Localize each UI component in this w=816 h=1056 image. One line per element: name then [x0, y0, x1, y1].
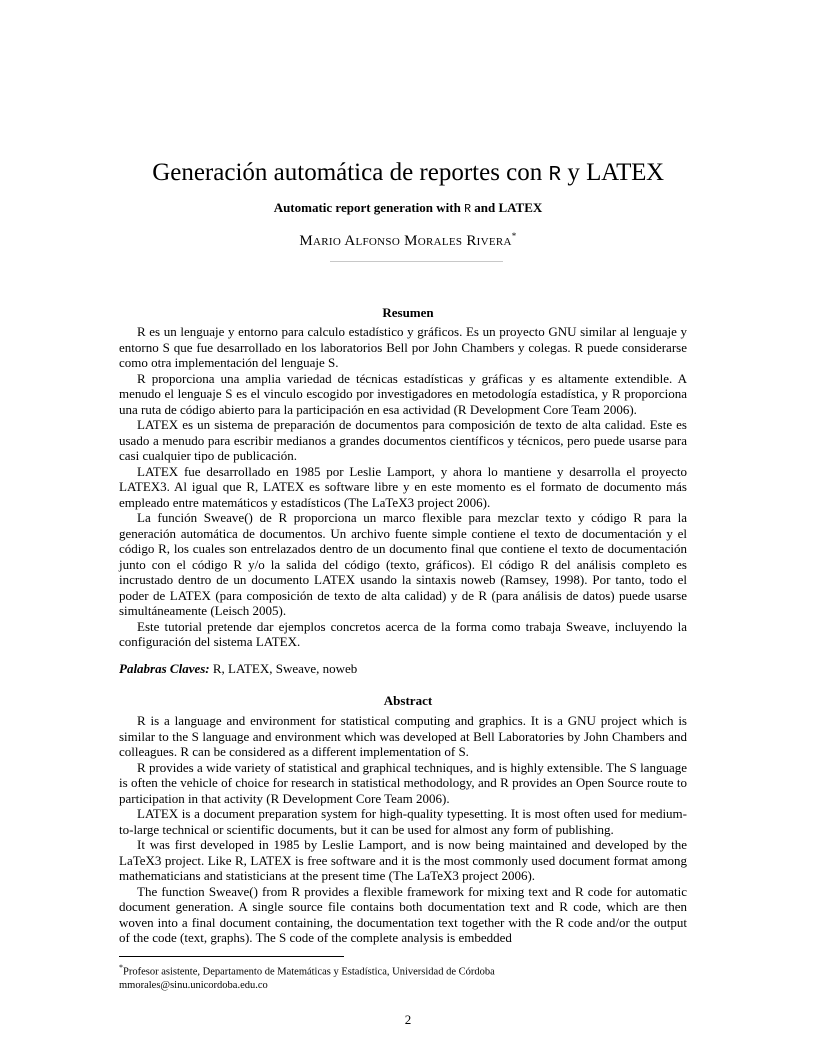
footnote-affiliation — [119, 961, 699, 979]
footnote-line1: Profesor asistente, Departamento de Matemáticas y Estadística, Universidad de Córdoba — [123, 966, 495, 978]
resumen-body — [119, 324, 687, 650]
resumen-heading: Resumen — [382, 305, 434, 320]
abstract-paragraph: R provides a wide variety of statistical and graphical techniques, and is highly extensible. The S language is often the vehicle of choice for research in statistical methodology, and R provides an Open Source route to participation in that activity (R Development Core Team 2006). — [119, 759, 687, 806]
subtitle-r: R — [464, 203, 471, 216]
abstract-paragraph: R is a language and environment for statistical computing and graphics. It is a GNU project which is similar to the S language and environment which was developed at Bell Laboratories by John Chambers and colleagues. R can be considered as a different implementation of S. — [119, 713, 687, 759]
resumen-paragraph: R es un lenguaje y entorno para calculo estadístico y gráficos. Es un proyecto GNU similar al lenguaje y entorno S que fue desarrollado en los laboratorios Bell por John Chambers y colegas. R puede considerarse como otra implementación del lenguaje S. — [119, 324, 687, 370]
subtitle-prefix: Automatic report generation with — [273, 200, 465, 215]
footnote — [119, 961, 699, 992]
footnote-mark: * — [119, 963, 123, 972]
abstract-paragraph: LATEX is a document preparation system for high-quality typesetting. It is most often used for medium-to-large technical or scientific documents, but it can be used for almost any form of publishing. — [119, 806, 687, 837]
title-r: R — [548, 164, 562, 187]
abstract-heading: Abstract — [383, 693, 433, 708]
footnote-email: mmorales@sinu.unicordoba.edu.co — [119, 979, 268, 991]
title-divider — [330, 261, 503, 262]
keywords-line — [119, 661, 687, 677]
resumen-paragraph: Este tutorial pretende dar ejemplos concretos acerca de la forma como trabaja Sweave, incluyendo la configuración del sistema LATEX. — [119, 618, 687, 649]
resumen-paragraph: La función Sweave() de R proporciona un marco flexible para mezclar texto y código R para la generación automática de documentos. Un archivo fuente simple contiene el texto de documentación y el código R, los cuales son entrelazados dentro de un documento final que contiene el texto de documentación junto con el código R y/o la salida del código (texto, gráficos). El código R del análisis completo es incrustado dentro de un documento LATEX usando la sintaxis noweb (Ramsey, 1998). Por tanto, todo el poder de LATEX (para composición de texto de alta calidad) y de R (para análisis de datos) puede usarse simultáneamente (Leisch 2005). — [119, 510, 687, 618]
abstract-paragraph: It was first developed in 1985 by Leslie Lamport, and is now being maintained and developed by the LaTeX3 project. Like R, LATEX is free software and it is the most commonly used document format among mathematicians and statisticians at the present time (The LaTeX3 project 2006). — [119, 837, 687, 883]
footnote-rule — [119, 956, 344, 957]
page-number: 2 — [404, 1012, 412, 1027]
author-footnote-mark: * — [511, 231, 517, 241]
keywords-value: R, LATEX, Sweave, noweb — [209, 661, 358, 676]
abstract-paragraph: The function Sweave() from R provides a flexible framework for mixing text and R code for automatic document generation. A single source file contains both documentation text and R code, which are then woven into a final document containing, the documentation text together with the R code and/or the output of the code (text, graphs). The S code of the complete analysis is embedded — [119, 883, 687, 945]
author-line — [0, 226, 816, 251]
abstract-body — [119, 713, 687, 946]
resumen-paragraph: LATEX es un sistema de preparación de documentos para composición de texto de alta calidad. Este es usado a menudo para escribir medianos a grandes documentos científicos y técnicos, pero puede usarse para casi cualquier tipo de publicación. — [119, 417, 687, 463]
subtitle-suffix: and LATEX — [471, 200, 543, 215]
resumen-paragraph: LATEX fue desarrollado en 1985 por Leslie Lamport, y ahora lo mantiene y desarrolla el proyecto LATEX3. Al igual que R, LATEX es software libre y en este momento es el formato de documento más empleado entre matemáticos y estadísticos (The LaTeX3 project 2006). — [119, 463, 687, 510]
title-latex: LATEX — [586, 159, 664, 186]
paper-title — [0, 157, 816, 192]
title-prefix: Generación automática de reportes con — [152, 159, 549, 186]
paper-subtitle — [0, 199, 816, 219]
keywords-label: Palabras Claves: — [119, 661, 210, 676]
resumen-paragraph: R proporciona una amplia variedad de técnicas estadísticas y gráficas y es altamente extendible. A menudo el lenguaje S es el vinculo escogido por investigadores en metodología estadística, y R proporciona una ruta de código abierto para la participación en esa actividad (R Development Core Team 2006). — [119, 370, 687, 417]
title-middle: y — [561, 159, 587, 186]
author-name: Mario Alfonso Morales Rivera — [299, 233, 512, 249]
